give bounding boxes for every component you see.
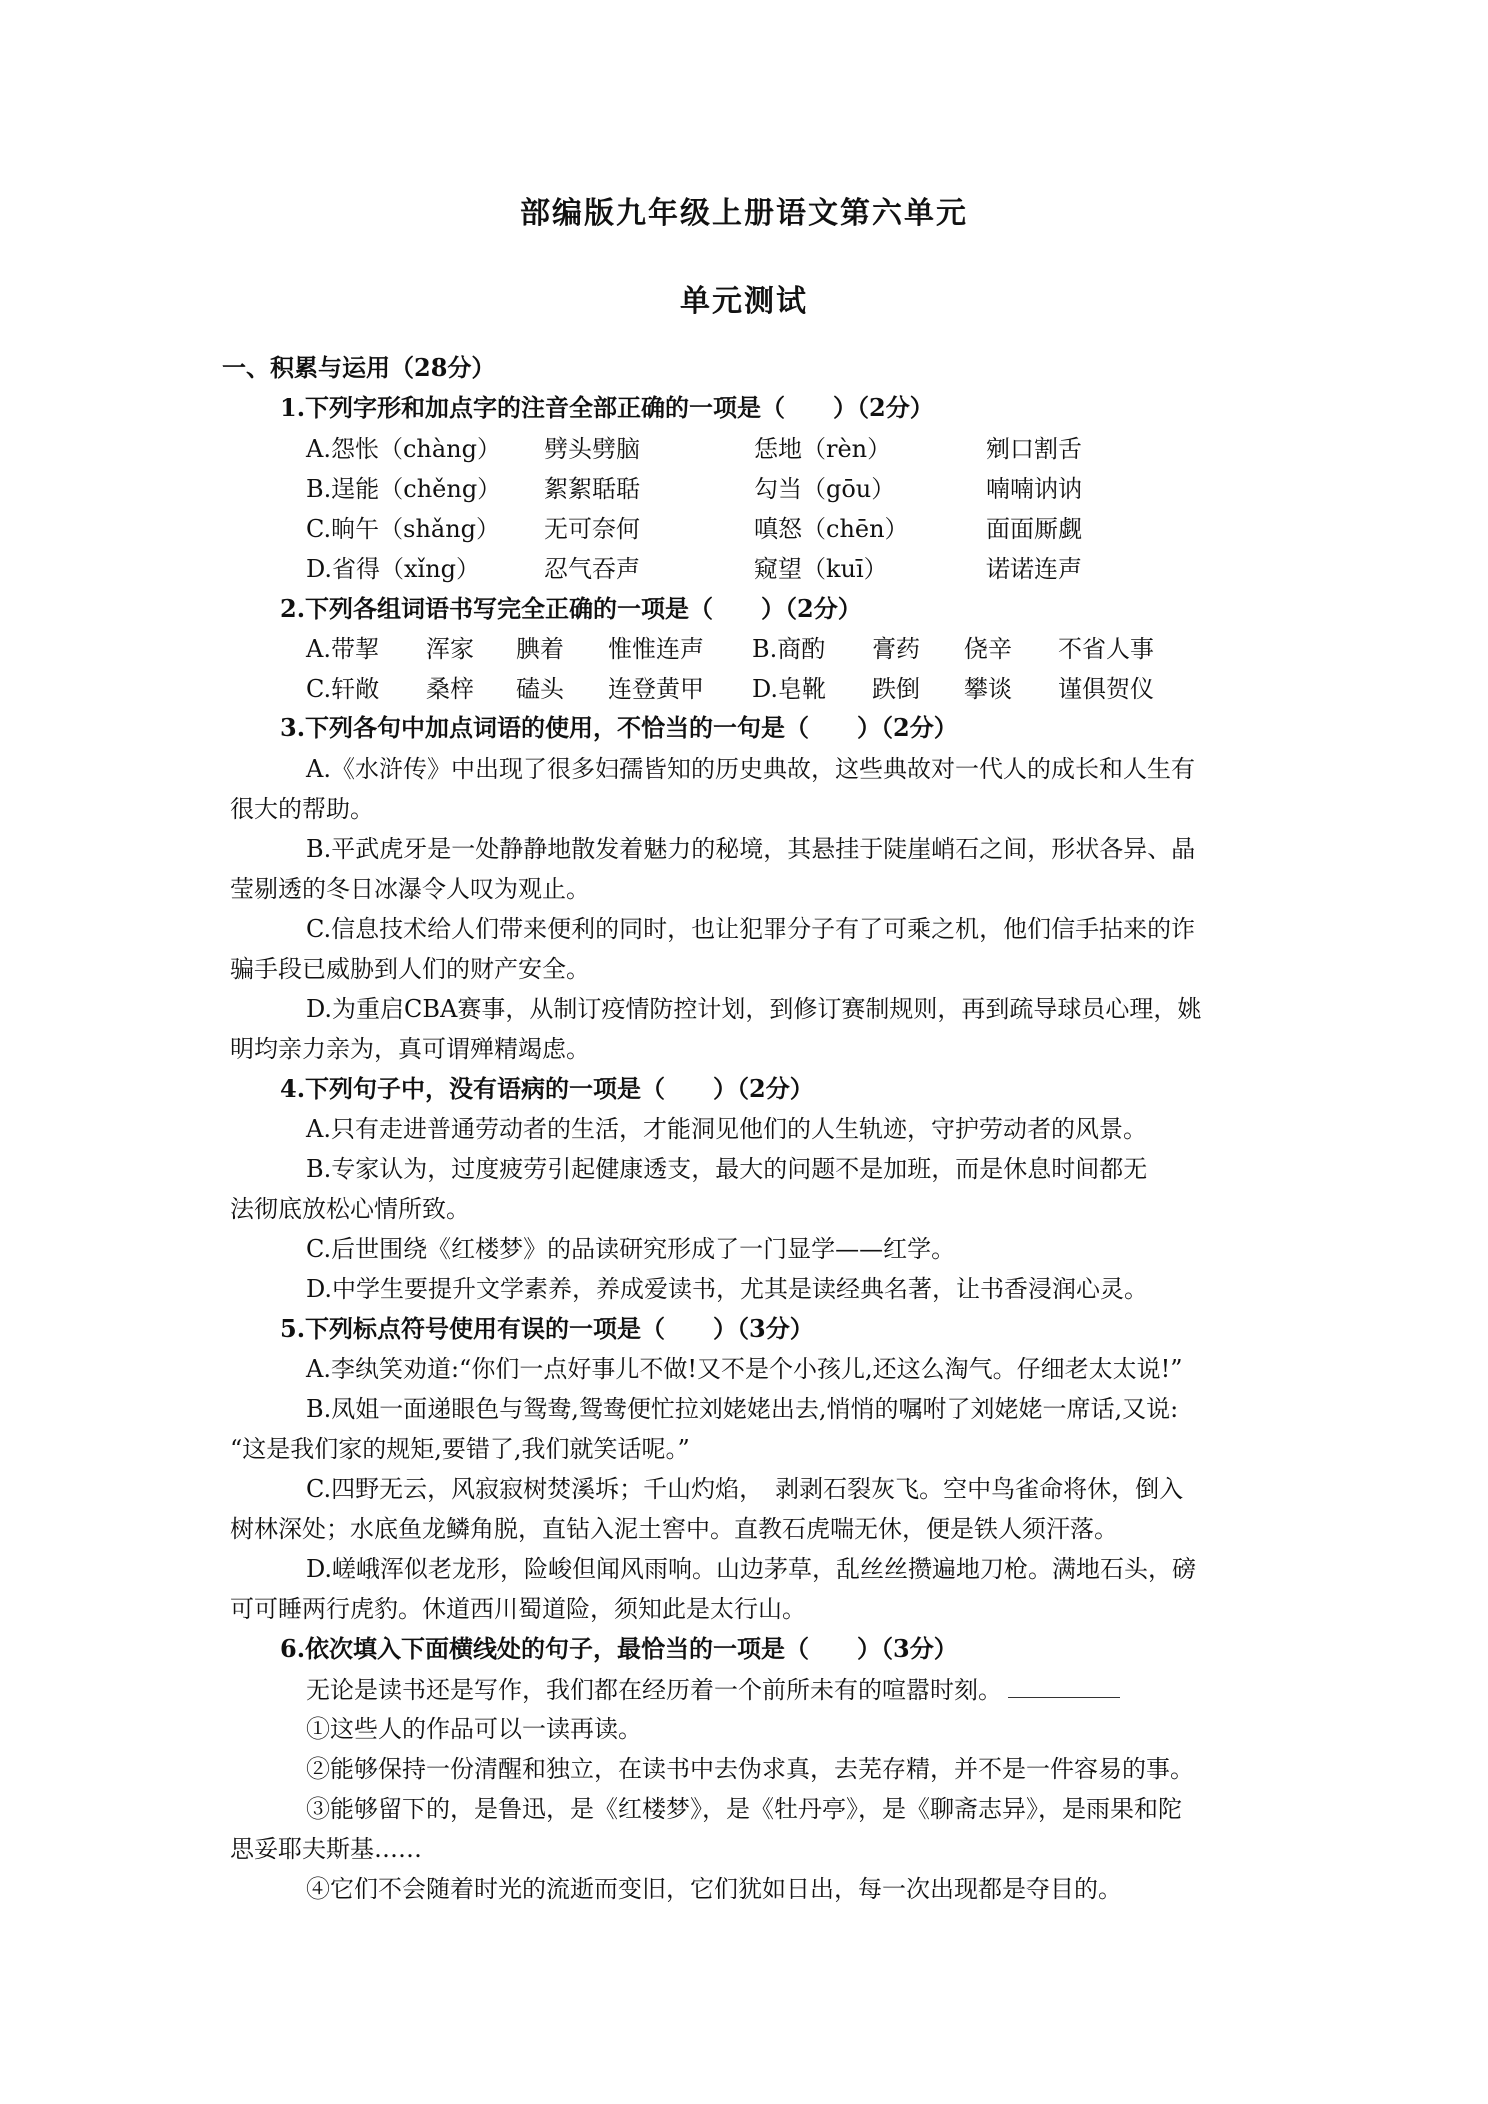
question-6-sentence-4: ④它们不会随着时光的流逝而变旧，它们犹如日出，每一次出现都是夺目的。 [306,1875,1122,1903]
question-3-option-a-cont: 很大的帮助。 [230,795,374,823]
option-cell: 面面厮觑 [986,515,1082,543]
option-cell: D.省得（xǐng） [306,555,481,583]
question-5-option-c-cont: 树林深处；水底鱼龙鳞角脱，直钻入泥土窖中。直教石虎喘无休，便是铁人须汗落。 [230,1515,1118,1543]
option-cell: 劈头劈脑 [544,435,640,463]
question-3-option-c-cont: 骗手段已威胁到人们的财产安全。 [230,955,590,983]
question-3-option-d: D.为重启CBA赛事，从制订疫情防控计划，到修订赛制规则，再到疏导球员心理，姚 [306,995,1202,1023]
option-cell: 桑梓 [426,675,474,703]
question-6-sentence-1: ①这些人的作品可以一读再读。 [306,1715,642,1743]
question-5-option-d: D.嵯峨浑似老龙形，险峻但闻风雨响。山边茅草，乱丝丝攒遍地刀枪。满地石头，磅 [306,1555,1197,1583]
option-cell: 谨俱贺仪 [1058,675,1154,703]
question-4-option-d: D.中学生要提升文学素养，养成爱读书，尤其是读经典名著，让书香浸润心灵。 [306,1275,1149,1303]
option-cell: 无可奈何 [544,515,640,543]
question-4-option-a: A.只有走进普通劳动者的生活，才能洞见他们的人生轨迹，守护劳动者的风景。 [306,1115,1147,1143]
option-cell: 窥望（kuī） [754,555,888,583]
question-5-option-b-cont: “这是我们家的规矩,要错了,我们就笑话呢。” [230,1435,690,1463]
option-cell: D.皂靴 [752,675,827,703]
section-heading: 一、积累与运用（28分） [222,353,496,382]
option-cell: 磕头 [516,675,564,703]
question-6-stem: 6.依次填入下面横线处的句子，最恰当的一项是（ ）（3分） [280,1634,958,1663]
option-cell: 浑家 [426,635,474,663]
option-cell: C.轩敞 [306,675,380,703]
question-5-stem: 5.下列标点符号使用有误的一项是（ ）（3分） [280,1314,814,1343]
option-cell: B.逞能（chěng） [306,475,502,503]
option-cell: 絮絮聒聒 [544,475,640,503]
question-3-option-b: B.平武虎牙是一处静静地散发着魅力的秘境，其悬挂于陡崖峭石之间，形状各异、晶 [306,835,1196,863]
question-5-option-a: A.李纨笑劝道:“你们一点好事儿不做!又不是个小孩儿,还这么淘气。仔细老太太说!” [306,1355,1183,1383]
question-4-stem: 4.下列句子中，没有语病的一项是（ ）（2分） [280,1074,814,1103]
question-6-sentence-2: ②能够保持一份清醒和独立，在读书中去伪求真，去芜存精，并不是一件容易的事。 [306,1755,1194,1783]
question-4-option-b: B.专家认为，过度疲劳引起健康透支，最大的问题不是加班，而是休息时间都无 [306,1155,1148,1183]
option-cell: 不省人事 [1058,635,1154,663]
option-cell: 忍气吞声 [544,555,640,583]
option-cell: 侥辛 [964,635,1012,663]
option-cell: 连登黄甲 [608,675,704,703]
question-5-option-c: C.四野无云，风寂寂树焚溪坼；千山灼焰， 剥剥石裂灰飞。空中鸟雀命将休，倒入 [306,1475,1184,1503]
question-3-option-a: A.《水浒传》中出现了很多妇孺皆知的历史典故，这些典故对一代人的成长和人生有 [306,755,1195,783]
option-cell: 腆着 [516,635,564,663]
option-cell: 喃喃讷讷 [986,475,1082,503]
question-5-option-b: B.凤姐一面递眼色与鸳鸯,鸳鸯便忙拉刘姥姥出去,悄悄的嘱咐了刘姥姥一席话,又说: [306,1395,1179,1423]
question-6-intro-text: 无论是读书还是写作，我们都在经历着一个前所未有的喧嚣时刻。 [306,1676,1002,1704]
question-4-option-b-cont: 法彻底放松心情所致。 [230,1195,470,1223]
question-6-intro [306,1677,1120,1702]
question-1-stem: 1.下列字形和加点字的注音全部正确的一项是（ ）（2分） [280,393,934,422]
question-3-option-c: C.信息技术给人们带来便利的同时，也让犯罪分子有了可乘之机，他们信手拈来的诈 [306,915,1196,943]
option-cell: 跌倒 [872,675,920,703]
option-cell: 膏药 [872,635,920,663]
page-subtitle: 单元测试 [680,284,808,319]
option-cell: 嗔怒（chēn） [754,515,909,543]
question-6-sentence-3-cont: 思妥耶夫斯基…… [230,1835,422,1863]
option-cell: 攀谈 [964,675,1012,703]
option-cell: 惟惟连声 [608,635,704,663]
option-cell: 剜口割舌 [986,435,1082,463]
option-cell: A.带挈 [306,635,379,663]
question-3-stem: 3.下列各句中加点词语的使用，不恰当的一句是（ ）（2分） [280,713,958,742]
option-cell: C.晌午（shǎng） [306,515,501,543]
option-cell: B.商酌 [752,635,826,663]
option-cell: 勾当（gōu） [754,475,896,503]
option-cell: 恁地（rèn） [754,435,892,463]
answer-blank [1008,1677,1120,1698]
option-cell: A.怨怅（chàng） [306,435,501,463]
question-3-option-b-cont: 莹剔透的冬日冰瀑令人叹为观止。 [230,875,590,903]
page-title: 部编版九年级上册语文第六单元 [520,196,968,231]
question-4-option-c: C.后世围绕《红楼梦》的品读研究形成了一门显学——红学。 [306,1235,956,1263]
question-5-option-d-cont: 可可睡两行虎豹。休道西川蜀道险，须知此是太行山。 [230,1595,806,1623]
question-6-sentence-3: ③能够留下的，是鲁迅，是《红楼梦》，是《牡丹亭》，是《聊斋志异》，是雨果和陀 [306,1795,1182,1823]
option-cell: 诺诺连声 [986,555,1082,583]
question-2-stem: 2.下列各组词语书写完全正确的一项是（ ）（2分） [280,594,862,623]
question-3-option-d-cont: 明均亲力亲为，真可谓殚精竭虑。 [230,1035,590,1063]
